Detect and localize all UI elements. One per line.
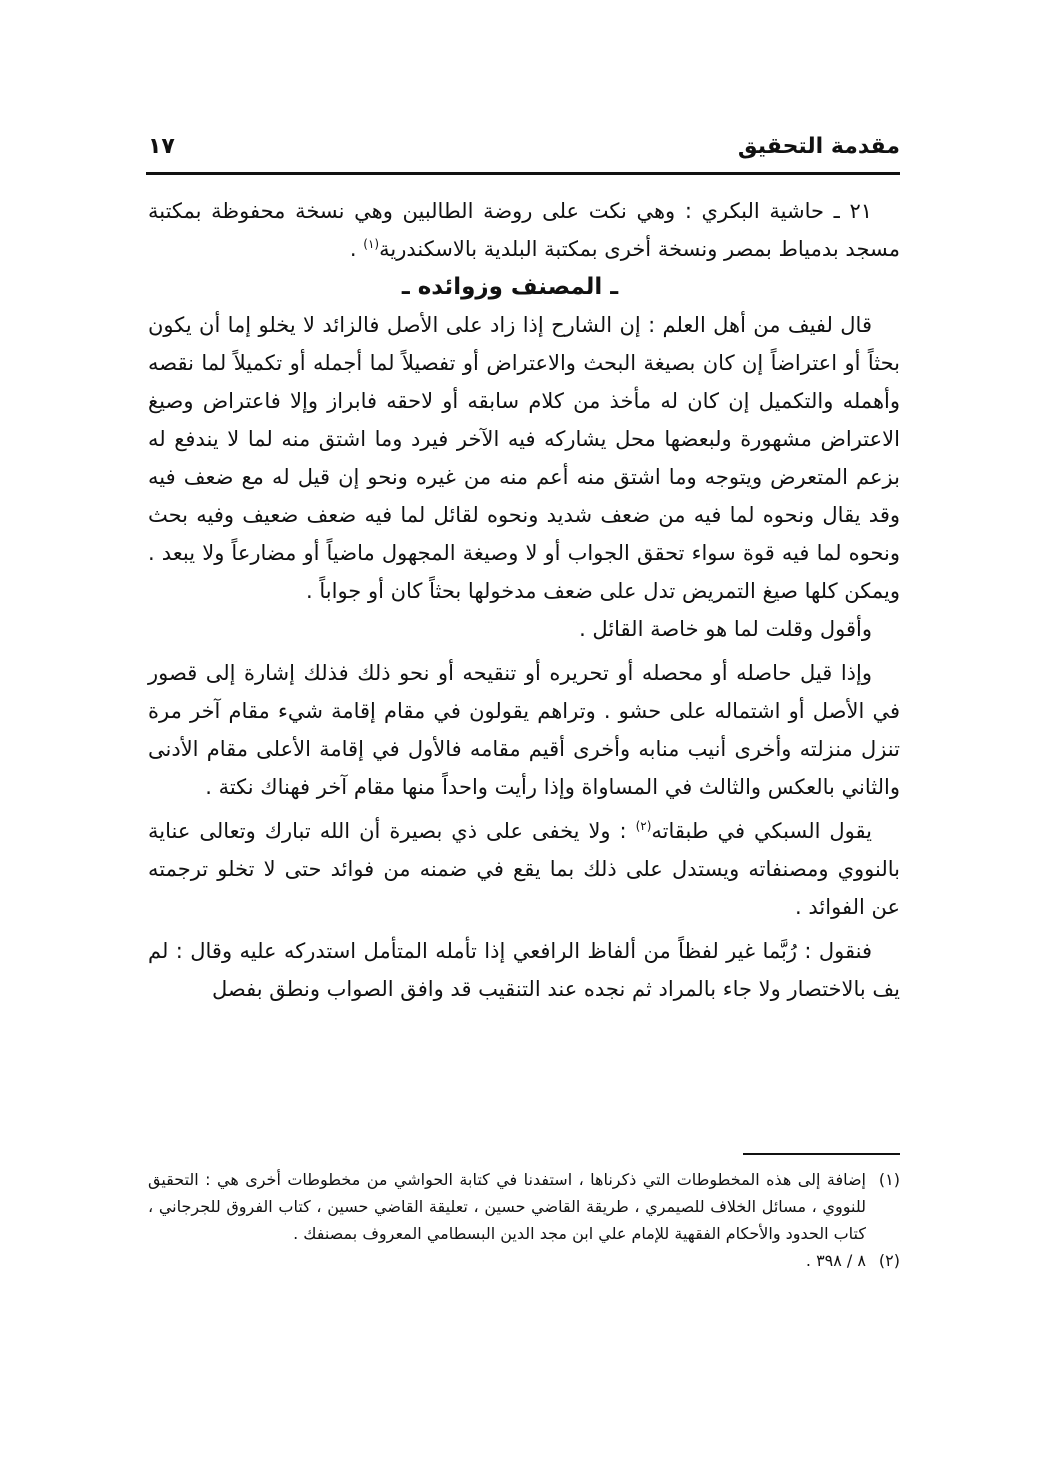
footnote-2-text: ٨ / ٣٩٨ . (805, 1251, 866, 1270)
page-number: ١٧ (148, 133, 175, 159)
main-text (148, 192, 900, 1008)
item-21-text: ٢١ ـ حاشية البكري : وهي نكت على روضة الطالبين وهي نسخة محفوظة بمكتبة مسجد بدمياط بمصر ونسخة أخرى بمكتبة البلدية بالاسكندرية (148, 199, 900, 261)
footnote-rule (743, 1153, 900, 1155)
paragraph-4-rest: : ولا يخفى على ذي بصيرة أن الله تبارك وتعالى عناية بالنووي ومصنفاته ويستدل على ذلك بما يقع في ضمنه من فوائد حتى لا تخلو ترجمته عن الفوائد . (148, 819, 900, 919)
item-21-paragraph (148, 192, 900, 268)
footnote-ref-1: (١) (363, 237, 380, 251)
footnote-1-marker: (١) (878, 1170, 900, 1189)
header-title: مقدمة التحقيق (737, 133, 900, 159)
running-head (148, 126, 900, 166)
paragraph-4-start: يقول السبكي في طبقاته (651, 819, 872, 843)
footnote-1-text: إضافة إلى هذه المخطوطات التي ذكرناها ، استفدنا في كتابة الحواشي من مخطوطات أخرى هي : التحقيق للنووي ، مسائل الخلاف للصيمري ، طريقة القاضي حسين ، تعليقة القاضي حسين ، كتاب الفروق للجرجاني ، كتاب الحدود والأحكام الفقهية للإمام علي ابن مجد الدين البسطامي المعروف بمصنفك . (148, 1170, 866, 1243)
section-heading: ـ المصنف وزوائده ـ (401, 274, 619, 300)
paragraph-4 (148, 812, 900, 926)
item-21-end: . (349, 237, 364, 261)
footnotes (148, 1166, 900, 1274)
paragraph-5: فنقول : رُبَّما غير لفظاً من ألفاظ الرافعي إذا تأمله المتأمل استدركه عليه وقال : لم يف بالاختصار ولا جاء بالمراد ثم نجده عند التنقيب قد وافق الصواب ونطق بفصل (148, 939, 900, 1001)
footnote-2 (148, 1247, 900, 1274)
footnote-1 (148, 1166, 900, 1247)
footnote-2-marker: (٢) (878, 1251, 900, 1270)
paragraph-2: وأقول وقلت لما هو خاصة القائل . (579, 617, 872, 641)
footnote-ref-2: (٢) (635, 819, 652, 833)
header-rule (146, 172, 900, 175)
paragraph-1: قال لفيف من أهل العلم : إن الشارح إذا زاد على الأصل فالزائد لا يخلو إما أن يكون بحثاً أو اعتراضاً إن كان بصيغة البحث والاعتراض أو تفصيلاً لما أجمله أو تكميلاً لما نقصه وأهمله والتكميل إن كان له مأخذ من كلام سابقه أو لاحقه فابراز وإلا فاعتراض وصيغ الاعتراض مشهورة ولبعضها محل يشاركه فيه الآخر فيرد وما اشتق منه لما لا يندفع له بزعم المتعرض ويتوجه وما اشتق منه أعم منه من غيره ونحو إن قيل له مع ضعف فيه وقد يقال ونحوه لما فيه من ضعف شديد ونحوه لقائل لما فيه ضعف ضعيف وفيه بحث ونحوه لما فيه قوة سواء تحقق الجواب أو لا وصيغة المجهول ماضياً أو مضارعاً ولا يبعد . ويمكن كلها صيغ التمريض تدل على ضعف مدخولها بحثاً كان أو جواباً . (148, 313, 900, 603)
paragraph-3: وإذا قيل حاصله أو محصله أو تحريره أو تنقيحه أو نحو ذلك فذلك إشارة إلى قصور في الأصل أو اشتماله على حشو . وتراهم يقولون في مقام إقامة شيء مقام آخر مرة تنزل منزلته وأخرى أنيب منابه وأخرى أقيم مقامه فالأول في إقامة الأعلى مقام الأدنى والثاني بالعكس والثالث في المساواة وإذا رأيت واحداً منها مقام آخر فهناك نكتة . (148, 661, 900, 799)
